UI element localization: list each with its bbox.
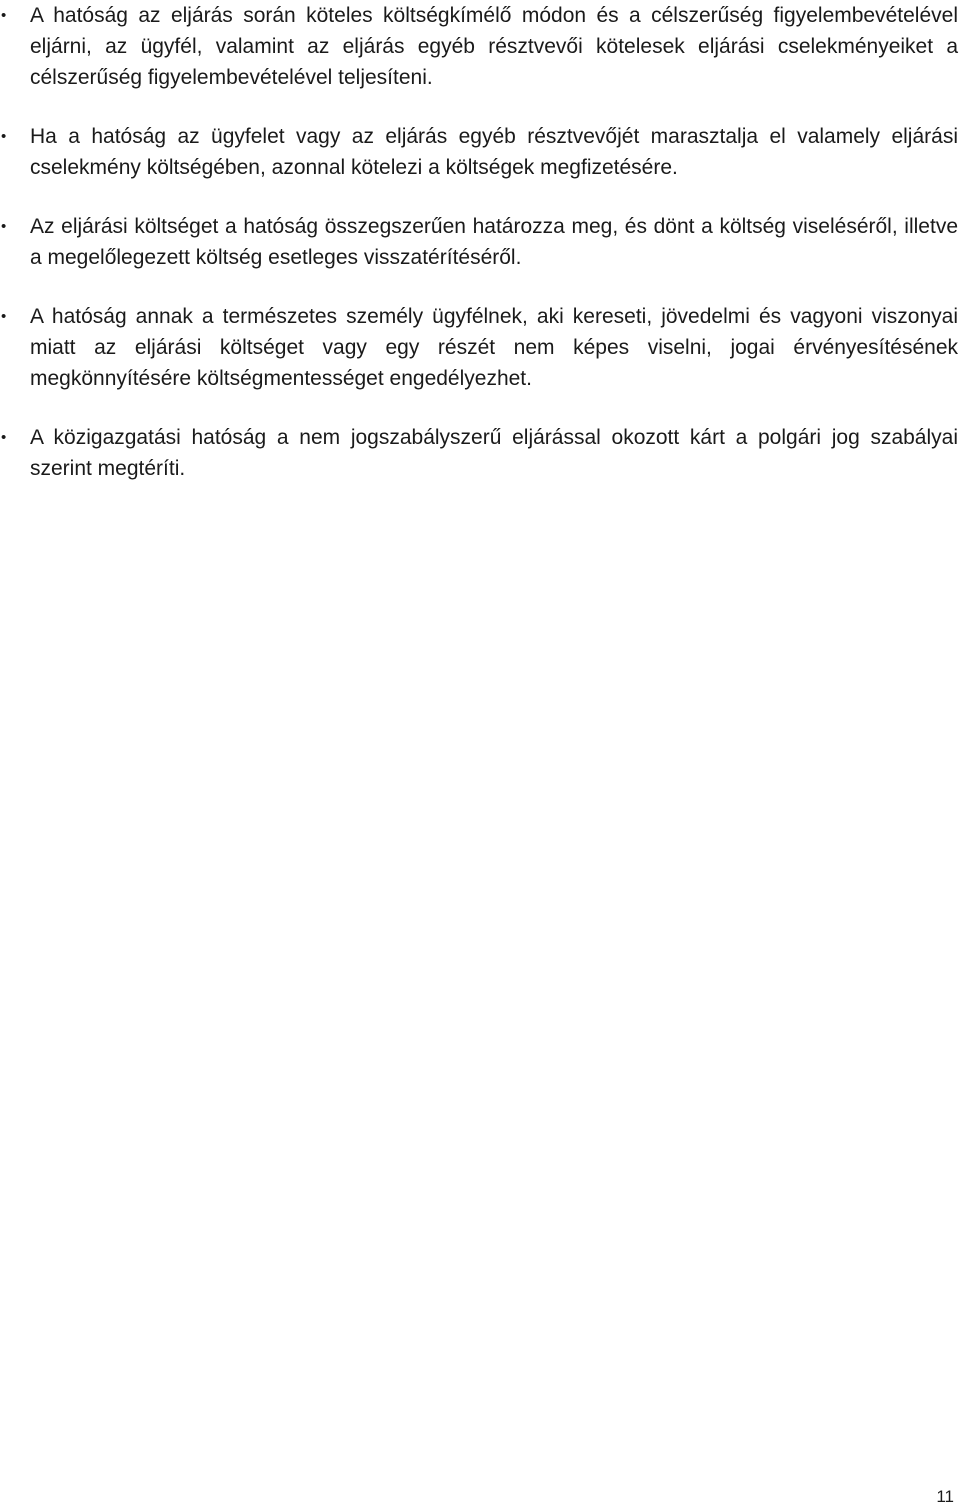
bullet-item (0, 211, 960, 273)
bullet-icon: • (1, 7, 7, 24)
bullet-icon: • (1, 308, 7, 325)
bullet-icon: • (1, 429, 7, 446)
bullet-item (0, 121, 960, 183)
bullet-text: A hatóság annak a természetes személy ügyfélnek, aki kereseti, jövedelmi és vagyoni viszonyai miatt az eljárási költséget vagy egy részét nem képes viselni, jogai érvényesítésének megkönnyítésére költségmentességet engedélyezhet. (30, 305, 958, 390)
bullet-item (0, 422, 960, 484)
bullet-item (0, 0, 960, 93)
bullet-list (0, 0, 960, 512)
bullet-text: Ha a hatóság az ügyfelet vagy az eljárás egyéb résztvevőjét marasztalja el valamely eljárási cselekmény költségében, azonnal kötelezi a költségek megfizetésére. (30, 125, 958, 179)
page-number: 11 (936, 1487, 954, 1506)
bullet-item (0, 301, 960, 394)
bullet-text: A hatóság az eljárás során köteles költségkímélő módon és a célszerűség figyelembevételével eljárni, az ügyfél, valamint az eljárás egyéb résztvevői kötelesek eljárási cselekményeiket a célszerűség figyelembevételével teljesíteni. (30, 4, 958, 89)
bullet-icon: • (1, 218, 7, 235)
bullet-text: Az eljárási költséget a hatóság összegszerűen határozza meg, és dönt a költség viseléséről, illetve a megelőlegezett költség esetleges visszatérítéséről. (30, 215, 958, 269)
bullet-text: A közigazgatási hatóság a nem jogszabályszerű eljárással okozott kárt a polgári jog szabályai szerint megtéríti. (30, 426, 958, 480)
bullet-icon: • (1, 128, 7, 145)
